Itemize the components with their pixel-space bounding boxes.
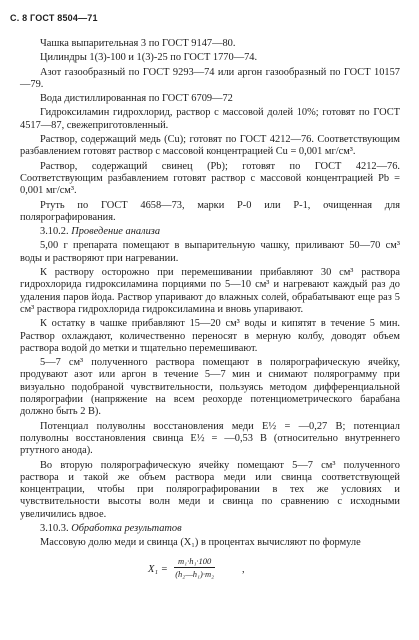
section-number: 3.10.3.: [40, 522, 69, 534]
paragraph: 5,00 г препарата помещают в выпарительную чашку, приливают 50—70 см³ воды и растворяют при нагревании.: [20, 240, 400, 264]
paragraph: Во вторую полярографическую ячейку помещают 5—7 см³ полученного раствора и такой же объем раствора меди или свинца соответствующей концентрации, чтобы при полярографировании в тех же условиях и чувствительности высоты волн меди и свинца по сравнению с исходными увеличились вдвое.: [20, 459, 400, 520]
formula-lhs: X₁ =: [148, 563, 168, 575]
formula-denominator: (h₂—h₁)·m₂: [175, 568, 215, 579]
paragraph: Чашка выпарительная 3 по ГОСТ 9147—80.: [40, 38, 236, 49]
paragraph: 5—7 см³ полученного раствора помещают в полярографическую ячейку, продувают азот или аргон в течение 5—7 мин и снимают полярограмму при визуально подобраной чувствительности, пользуясь методом дифференциальной полярографии (напряжение на всем реохорде потенциометрического барабана должно быть 2 В).: [20, 357, 400, 418]
page-header: С. 8 ГОСТ 8504—71: [10, 13, 98, 23]
section-heading-3-10-2: [20, 226, 400, 238]
paragraph: Вода дистиллированная по ГОСТ 6709—72: [40, 93, 233, 105]
section-title: Обработка результатов: [71, 522, 182, 534]
paragraph: Массовую долю меди и свинца (X₁) в процентах вычисляют по формуле: [40, 537, 361, 549]
formula-numerator: m₁·h₁·100: [174, 556, 215, 568]
paragraph: Ртуть по ГОСТ 4658—73, марки Р-0 или Р-1, очищенная для полярографирования.: [20, 199, 400, 223]
paragraph: Гидроксиламин гидрохлорид, раствор с массовой долей 10%; готовят по ГОСТ 4517—87, свежеприготовленный.: [20, 107, 400, 131]
section-title: Проведение анализа: [71, 226, 161, 238]
paragraph: Азот газообразный по ГОСТ 9293—74 или аргон газообразный по ГОСТ 10157—79.: [20, 66, 400, 90]
section-heading-3-10-3: [20, 523, 400, 535]
paragraph: Раствор, содержащий свинец (Pb); готовят по ГОСТ 4212—76. Соответствующим разбавлением готовят раствор с массовой концентрацией Pb = 0,001 мг/см³.: [20, 160, 400, 197]
formula: [20, 556, 400, 584]
paragraph: К остатку в чашке прибавляют 15—20 см³ воды и кипятят в течение 5 мин. Раствор охлаждают, количественно переносят в мерную колбу, доводят объем раствора водой до метки и тщательно перемешивают.: [20, 318, 400, 354]
section-number: 3.10.2.: [40, 226, 69, 238]
paragraph: Цилиндры 1(3)-100 и 1(3)-25 по ГОСТ 1770—74.: [40, 52, 258, 64]
formula-tail: ,: [242, 563, 245, 575]
paragraph: К раствору осторожно при перемешивании прибавляют 30 см³ раствора гидрохлорида гидроксиламина порциями по 5—10 см³ и нагревают каждый раз до удаления паров йода. Раствор упаривают до влажных солей, обрабатывают еще раз 5 см³ раствора гидрохлорида гидроксиламина и вновь упаривают.: [20, 267, 400, 315]
paragraph: Раствор, содержащий медь (Cu); готовят по ГОСТ 4212—76. Соответствующим разбавлением готовят раствор с массовой концентрацией Cu = 0,001 мг/см³.: [20, 134, 400, 158]
paragraph: Потенциал полуволны восстановления меди E½ = —0,27 В; потенциал полуволны восстановления свинца E½ = —0,53 В (относительно внутреннего ртутного анода).: [20, 420, 400, 457]
document-body: [20, 38, 400, 584]
formula-fraction: [174, 556, 215, 579]
